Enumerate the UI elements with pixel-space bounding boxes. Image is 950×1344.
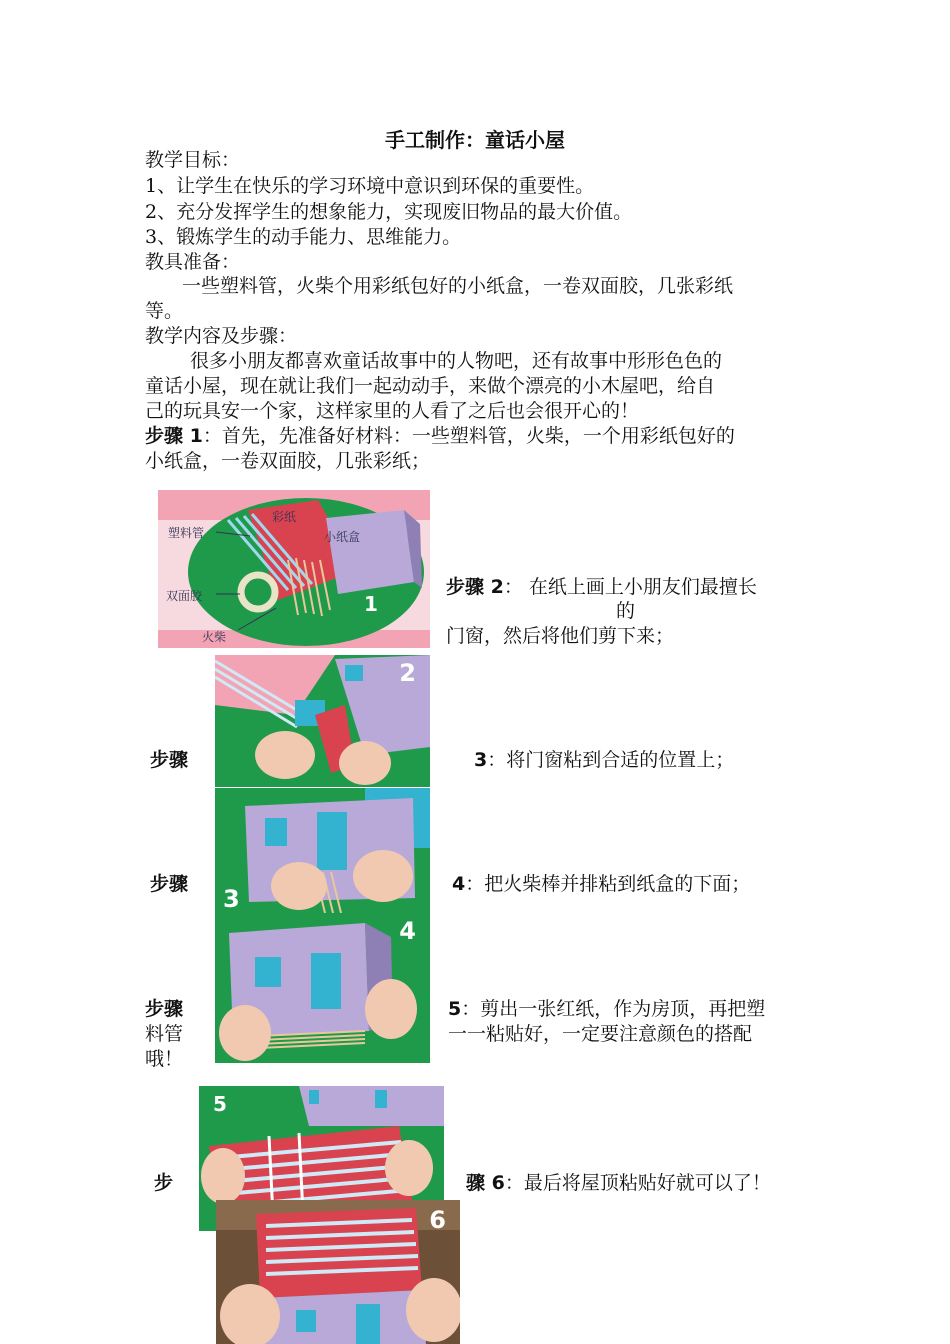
step2-text: 步骤 2： 在纸上画上小朋友们最擅长 <box>446 576 757 598</box>
photo-number: 4 <box>399 917 416 945</box>
step6-text: 骤 6：最后将屋顶粘贴好就可以了！ <box>466 1172 771 1194</box>
goal-item: 2、充分发挥学生的想象能力，实现废旧物品的最大价值。 <box>145 201 633 223</box>
page-title: 手工制作：童话小屋 <box>385 128 565 152</box>
goal-item: 1、让学生在快乐的学习环境中意识到环保的重要性。 <box>145 175 595 197</box>
label-box: 小纸盒 <box>324 530 361 544</box>
goals-heading: 教学目标： <box>145 149 241 171</box>
step4-left-label: 步骤 <box>150 873 189 895</box>
step5-text-cont: 一一粘贴好，一定要注意颜色的搭配 <box>448 1023 753 1045</box>
step4-text: 4：把火柴棒并排粘到纸盒的下面； <box>452 873 751 895</box>
step5-left-label: 步骤 <box>145 998 184 1020</box>
intro-paragraph: 很多小朋友都喜欢童话故事中的人物吧，还有故事中形形色色的 <box>190 350 723 372</box>
step1-label: 步骤 1 <box>145 425 203 447</box>
finished-house-photo <box>216 1200 460 1344</box>
step5-text-end: 哦！ <box>145 1048 184 1070</box>
cutting-illustration <box>215 655 430 787</box>
step2-label: 步骤 2 <box>446 576 504 598</box>
label-paper: 彩纸 <box>272 510 297 524</box>
photo-number: 2 <box>399 659 416 687</box>
content-heading: 教学内容及步骤： <box>145 325 298 347</box>
label-tape: 双面胶 <box>166 589 203 603</box>
tools-text-end: 等。 <box>145 300 184 322</box>
step3-left-label: 步骤 <box>150 749 189 771</box>
cutting-photo <box>215 655 430 787</box>
windows-photo <box>215 788 430 913</box>
step2-text-end: 门窗，然后将他们剪下来； <box>446 625 675 647</box>
finished-house-illustration <box>216 1200 460 1344</box>
step6-left-label: 步 <box>154 1172 174 1194</box>
intro-paragraph: 童话小屋，现在就让我们一起动动手，来做个漂亮的小木屋吧，给自 <box>145 375 716 397</box>
matchsticks-photo <box>215 913 430 1063</box>
photo-number: 5 <box>213 1092 227 1116</box>
matchsticks-illustration <box>215 913 430 1063</box>
step3-text: 3：将门窗粘到合适的位置上； <box>474 749 735 771</box>
step5-left-text: 料管 <box>145 1023 184 1045</box>
tools-heading: 教具准备： <box>145 251 241 273</box>
intro-paragraph: 己的玩具安一个家，这样家里的人看了之后也会很开心的！ <box>145 400 640 422</box>
tools-text: 一些塑料管，火柴个用彩纸包好的小纸盒，一卷双面胶，几张彩纸 <box>182 275 734 297</box>
step1-text-end: 小纸盒，一卷双面胶，几张彩纸； <box>145 450 431 472</box>
goal-item: 3、锻炼学生的动手能力、思维能力。 <box>145 226 462 248</box>
photo-number: 3 <box>223 885 240 913</box>
step2-text-wrap: 的 <box>616 600 636 622</box>
photo-number: 6 <box>429 1206 446 1234</box>
label-match: 火柴 <box>202 630 227 644</box>
label-tube: 塑料管 <box>168 526 205 540</box>
step5-text: 5：剪出一张红纸，作为房顶，再把塑 <box>448 998 766 1020</box>
photo-number: 1 <box>364 592 378 616</box>
windows-illustration <box>215 788 430 913</box>
materials-photo <box>158 490 430 648</box>
step1-text: 步骤 1：首先，先准备好材料：一些塑料管，火柴，一个用彩纸包好的 <box>145 425 735 447</box>
